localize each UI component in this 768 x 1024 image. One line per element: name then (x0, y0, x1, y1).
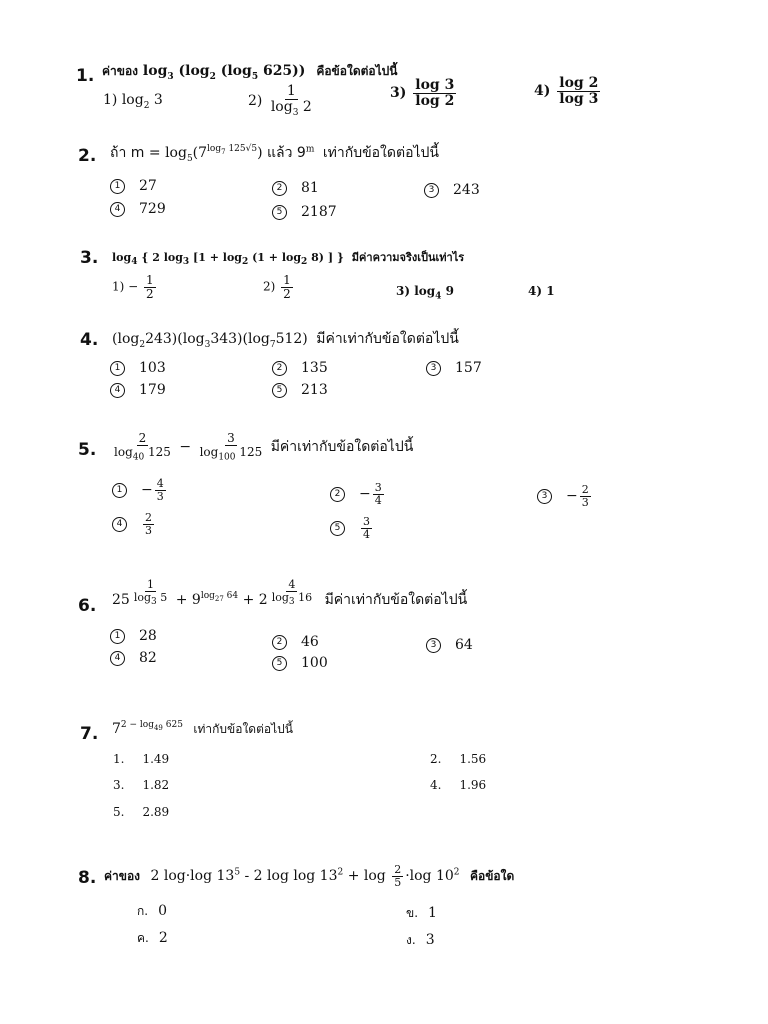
choice-2[interactable]: 2. 1.56 (430, 752, 487, 766)
choice-4[interactable]: 4) 1 (528, 284, 555, 298)
choice-1[interactable]: 1 − $\frac{4}{3}$ (112, 478, 168, 502)
choice-3[interactable]: 3) $\log_4 9$ (396, 284, 454, 302)
choice-1[interactable]: 1 27 (110, 178, 157, 194)
question-number: 1. (76, 66, 95, 86)
choice-2[interactable]: 2 135 (272, 360, 328, 376)
choice-b[interactable]: ข. 1 (406, 905, 437, 921)
choice-4[interactable]: 4. 1.96 (430, 778, 487, 792)
choice-2[interactable]: 2) $\frac{1}{2}$ (263, 273, 291, 301)
question-text: $\log_4$ { 2 $\log_3 [1 + \log_2 (1 + \log_2 8)$ ] } มีค่าความจริงเป็นเท่าไร (112, 251, 465, 268)
choice-d[interactable]: ง. 3 (406, 932, 435, 948)
choice-3[interactable]: 3. 1.82 (113, 778, 170, 792)
question-number: 5. (78, 440, 97, 460)
question-text: ค่าของ $\log_3 (\log_2$ ($\log_5$ 625)) คือข้อใดต่อไปนี้ (102, 63, 398, 82)
choice-c[interactable]: ค. 2 (137, 930, 168, 946)
choice-3[interactable]: 3 157 (426, 360, 482, 376)
choice-3[interactable]: 3 243 (424, 182, 480, 198)
choice-5[interactable]: 5. 2.89 (113, 805, 170, 819)
choice-1[interactable]: 1 28 (110, 628, 157, 644)
choice-a[interactable]: ก. 0 (137, 903, 168, 919)
choice-4[interactable]: 4 $\frac{2}{3}$ (112, 512, 156, 536)
question-number: 4. (80, 330, 99, 350)
choice-1[interactable]: 1 103 (110, 360, 166, 376)
question-number: 7. (80, 724, 99, 744)
choice-1[interactable]: 1) $\log_2 3$ (103, 92, 163, 111)
choice-4[interactable]: 4) $\frac{\log 2}{\log 3}$ (534, 75, 599, 107)
choice-4[interactable]: 4 179 (110, 382, 166, 398)
choice-5[interactable]: 5 100 (272, 655, 328, 671)
question-text: $(\log_2243)(\log_3343)(\log_7512)$ มีค่าเท่ากับข้อใดต่อไปนี้ (112, 331, 459, 350)
question-text: $\frac{2}{\log_{40} 125}$ − $\frac{3}{\log_{100} 125}$ มีค่าเท่ากับข้อใดต่อไปนี้ (114, 431, 414, 462)
choice-5[interactable]: 5 $\frac{3}{4}$ (330, 516, 374, 540)
question-text: ค่าของ 2 log·log $13^5 - 2$ $\log \log 13^2 + \log$ $\frac{2}{5}$ ·log $10^2$ คือข้อใด (104, 863, 515, 889)
choice-2[interactable]: 2 81 (272, 180, 319, 196)
choice-4[interactable]: 4 729 (110, 201, 166, 217)
choice-3[interactable]: 3 64 (426, 637, 473, 653)
choice-1[interactable]: 1. 1.49 (113, 752, 170, 766)
choice-3[interactable]: 3 − $\frac{2}{3}$ (537, 484, 593, 508)
question-text: 25 $\frac{1}{\log_3 5}$ + $9^{log_{27} 64} + 2$ $\frac{4}{\log_3 16}$ มีค่าเท่ากับข้อใดต่อไปนี้ (112, 578, 468, 608)
question-number: 2. (78, 146, 97, 166)
question-text: $7^{2 - log_{49} 625}$ เท่ากับข้อใดต่อไปนี้ (112, 720, 293, 737)
question-number: 6. (78, 596, 97, 616)
choice-1[interactable]: 1) − $\frac{1}{2}$ (112, 273, 154, 301)
choice-2[interactable]: 2) $\frac{1}{\log_3 2}$ (248, 83, 312, 118)
question-number: 3. (80, 248, 99, 268)
choice-5[interactable]: 5 213 (272, 382, 328, 398)
choice-4[interactable]: 4 82 (110, 650, 157, 666)
question-text: ถ้า $m = \log_5(7^{log_7 125√5})$ แล้ว 9$^m$ เท่ากับข้อใดต่อไปนี้ (110, 144, 439, 164)
question-number: 8. (78, 868, 97, 888)
choice-2[interactable]: 2 − $\frac{3}{4}$ (330, 482, 386, 506)
choice-2[interactable]: 2 46 (272, 634, 319, 650)
choice-3[interactable]: 3) $\frac{\log 3}{\log 2}$ (390, 77, 455, 109)
choice-5[interactable]: 5 2187 (272, 204, 337, 220)
